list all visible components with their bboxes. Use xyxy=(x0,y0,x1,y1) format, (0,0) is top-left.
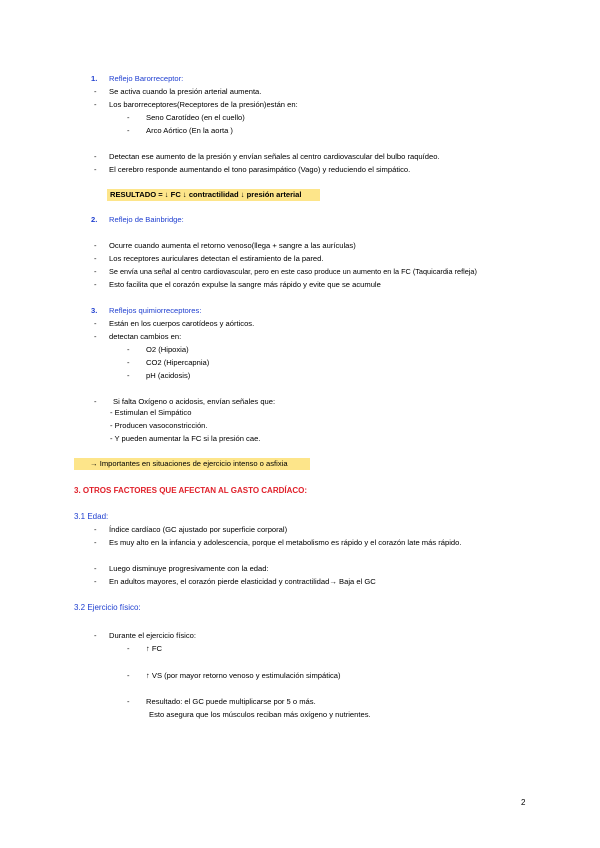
indented-item: - Producen vasoconstricción. xyxy=(110,421,208,430)
sub-list-item: O2 (Hipoxia) xyxy=(146,345,189,354)
indented-item: - Estimulan el Simpático xyxy=(110,408,192,417)
bullet-dash: - xyxy=(94,280,97,289)
bullet-dash: - xyxy=(94,525,97,534)
section-number: 2. xyxy=(91,215,98,224)
list-item: Luego disminuye progresivamente con la edad: xyxy=(109,564,269,573)
sub-list-item: pH (acidosis) xyxy=(146,371,191,380)
bullet-dash: - xyxy=(94,332,97,341)
bullet-dash: - xyxy=(127,345,130,354)
bullet-dash: - xyxy=(127,644,130,653)
bullet-dash: - xyxy=(94,564,97,573)
bullet-dash: - xyxy=(94,254,97,263)
bullet-dash: - xyxy=(127,126,130,135)
bullet-dash: - xyxy=(94,165,97,174)
sub-list-item: Resultado: el GC puede multiplicarse por 5 o más. xyxy=(146,697,316,706)
list-item: Detectan ese aumento de la presión y envían señales al centro cardiovascular del bulbo raquídeo. xyxy=(109,152,440,161)
bullet-dash: - xyxy=(127,358,130,367)
bullet-dash: - xyxy=(94,631,97,640)
result-highlight: RESULTADO = ↓ FC ↓ contractilidad ↓ presión arterial xyxy=(107,189,320,201)
section-heading-otros-factores: 3. OTROS FACTORES QUE AFECTAN AL GASTO CARDÍACO: xyxy=(74,486,308,495)
list-item: El cerebro responde aumentando el tono parasimpático (Vago) y reduciendo el simpático. xyxy=(109,165,411,174)
list-item: Se activa cuando la presión arterial aumenta. xyxy=(109,87,262,96)
note-highlight: → Importantes en situaciones de ejercicio intenso o asfixia xyxy=(74,458,310,470)
subsection-title-ejercicio: 3.2 Ejercicio físico: xyxy=(74,603,141,612)
list-item: Si falta Oxígeno o acidosis, envían señales que: xyxy=(113,397,276,406)
section-number: 1. xyxy=(91,74,98,83)
continuation-text: Esto asegura que los músculos reciban más oxígeno y nutrientes. xyxy=(149,710,371,719)
bullet-dash: - xyxy=(127,697,130,706)
bullet-dash: - xyxy=(94,267,97,276)
bullet-dash: - xyxy=(94,87,97,96)
section-number: 3. xyxy=(91,306,98,315)
bullet-dash: - xyxy=(127,113,130,122)
section-title-quimiorreceptores: Reflejos quimiorreceptores: xyxy=(109,306,202,315)
list-item: Ocurre cuando aumenta el retorno venoso(llega + sangre a las aurículas) xyxy=(109,241,356,250)
list-item: Es muy alto en la infancia y adolescencia, porque el metabolismo es rápido y el corazón late más rápido. xyxy=(109,538,462,547)
bullet-dash: - xyxy=(94,397,97,406)
bullet-dash: - xyxy=(94,538,97,547)
list-item: Los receptores auriculares detectan el estiramiento de la pared. xyxy=(109,254,324,263)
indented-item: - Y pueden aumentar la FC si la presión cae. xyxy=(110,434,261,443)
page-number: 2 xyxy=(521,798,526,807)
bullet-dash: - xyxy=(94,100,97,109)
list-item: En adultos mayores, el corazón pierde elasticidad y contractilidad→ Baja el GC xyxy=(109,577,376,586)
list-item: Esto facilita que el corazón expulse la sangre más rápido y evite que se acumule xyxy=(109,280,381,289)
sub-list-item: Seno Carotídeo (en el cuello) xyxy=(146,113,245,122)
bullet-dash: - xyxy=(94,319,97,328)
sub-list-item: CO2 (Hipercapnia) xyxy=(146,358,210,367)
list-item: Durante el ejercicio físico: xyxy=(109,631,196,640)
bullet-dash: - xyxy=(94,577,97,586)
list-item: Índice cardíaco (GC ajustado por superficie corporal) xyxy=(109,525,288,534)
list-item: detectan cambios en: xyxy=(109,332,182,341)
section-title-baroreceptor: Reflejo Barorreceptor: xyxy=(109,74,184,83)
sub-list-item: ↑ FC xyxy=(146,644,163,653)
section-title-bainbridge: Reflejo de Bainbridge: xyxy=(109,215,184,224)
sub-list-item: Arco Aórtico (En la aorta ) xyxy=(146,126,233,135)
bullet-dash: - xyxy=(94,152,97,161)
list-item: Están en los cuerpos carotídeos y aórticos. xyxy=(109,319,255,328)
subsection-title-edad: 3.1 Edad: xyxy=(74,512,109,521)
list-item: Se envía una señal al centro cardiovascular, pero en este caso produce un aumento en la FC (Taquicardia refleja) xyxy=(109,267,477,276)
bullet-dash: - xyxy=(127,371,130,380)
bullet-dash: - xyxy=(127,671,130,680)
sub-list-item: ↑ VS (por mayor retorno venoso y estimulación simpática) xyxy=(146,671,341,680)
bullet-dash: - xyxy=(94,241,97,250)
list-item: Los barorreceptores(Receptores de la presión)están en: xyxy=(109,100,298,109)
